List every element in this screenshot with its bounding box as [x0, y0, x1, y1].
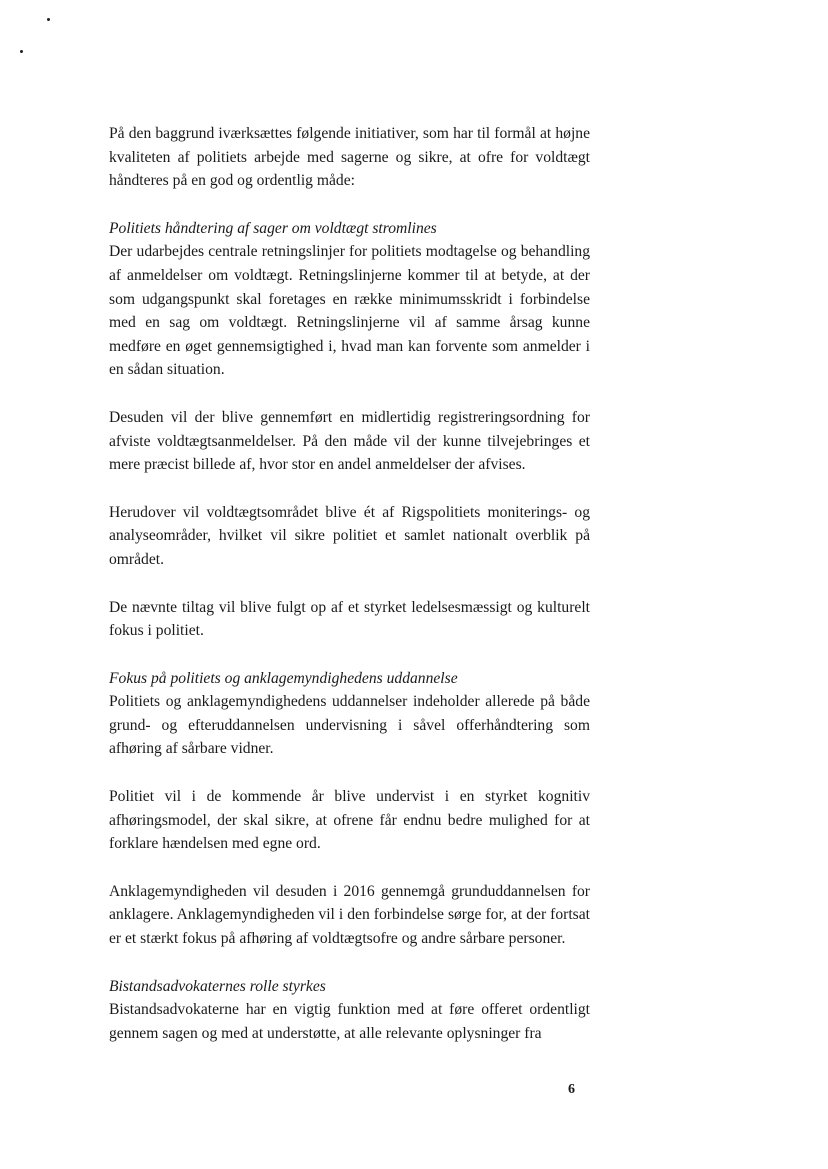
document-body	[109, 122, 590, 1045]
paragraph: Herudover vil voldtægtsområdet blive ét af Rigspolitiets moniterings- og analyseområder, hvilket vil sikre politiet et samlet nationalt overblik på området.	[109, 503, 590, 568]
intro-paragraph: På den baggrund iværksættes følgende initiativer, som har til formål at højne kvaliteten af politiets arbejde med sagerne og sikre, at ofre for voldtægt håndteres på en god og ordentlig måde:	[109, 125, 590, 190]
section-heading-politiets-haandtering: Politiets håndtering af sager om voldtægt stromlines	[109, 219, 437, 237]
paragraph: Politiet vil i de kommende år blive undervist i en styrket kognitiv afhøringsmodel, der skal sikre, at ofrene får endnu bedre mulighed for at forklare hændelsen med egne ord.	[109, 788, 590, 853]
page-number: 6	[568, 1082, 575, 1097]
section-heading-bistandsadvokater: Bistandsadvokaternes rolle styrkes	[109, 977, 326, 995]
scan-speck	[47, 18, 50, 21]
paragraph: Desuden vil der blive gennemført en midlertidig registreringsordning for afviste voldtægtsanmeldelser. På den måde vil der kunne tilvejebringes et mere præcist billede af, hvor stor en andel anmeldelser der afvises.	[109, 408, 590, 474]
paragraph: Bistandsadvokaterne har en vigtig funktion med at føre offeret ordentligt gennem sagen og med at understøtte, at alle relevante oplysninger fra	[109, 1001, 590, 1042]
scan-speck	[20, 50, 23, 53]
paragraph: De nævnte tiltag vil blive fulgt op af et styrket ledelsesmæssigt og kulturelt fokus i politiet.	[109, 598, 590, 640]
paragraph: Politiets og anklagemyndighedens uddannelser indeholder allerede på både grund- og efteruddannelsen undervisning i såvel offerhåndtering som afhøring af sårbare vidner.	[109, 693, 590, 758]
paragraph: Anklagemyndigheden vil desuden i 2016 gennemgå grunduddannelsen for anklagere. Anklagemyndigheden vil i den forbindelse sørge for, at der fortsat er et stærkt fokus på afhøring af voldtægtsofre og andre sårbare personer.	[109, 882, 590, 948]
paragraph: Der udarbejdes centrale retningslinjer for politiets modtagelse og behandling af anmeldelser om voldtægt. Retningslinjerne kommer til at betyde, at der som udgangspunkt skal foretages en række minimumsskridt i forbindelse med en sag om voldtægt. Retningslinjerne vil af samme årsag kunne medføre en øget gennemsigtighed i, hvad man kan forvente som anmelder i en sådan situation.	[109, 243, 590, 379]
section-heading-uddannelse: Fokus på politiets og anklagemyndighedens uddannelse	[109, 669, 458, 687]
